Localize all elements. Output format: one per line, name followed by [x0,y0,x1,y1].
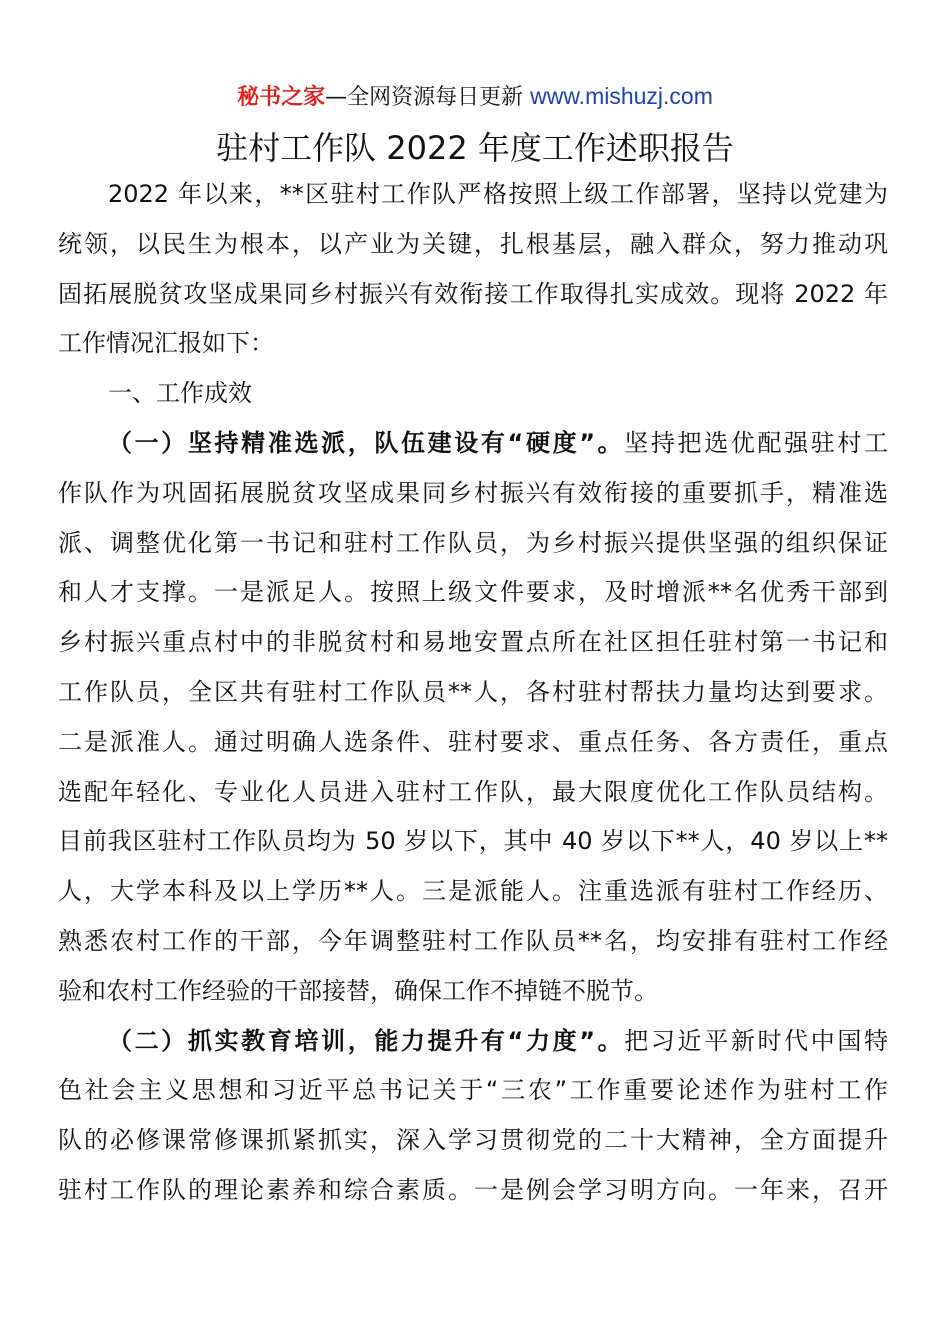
paragraph-line: 统领，以民生为根本，以产业为关键，扎根基层，融入群众，努力推动巩 [58,229,888,258]
paragraph-line: 二是派准人。通过明确人选条件、驻村要求、重点任务、各方责任，重点 [58,727,888,756]
site-brand: 秘书之家 [237,85,326,110]
subsection-text-1: 坚持把选优配强驻村工 [624,428,888,457]
site-url-link[interactable]: www.mishuzj.com [530,83,713,109]
paragraph-line: 驻村工作队的理论素养和综合素质。一是例会学习明方向。一年来，召开 [58,1175,888,1204]
paragraph-line: 2022 年以来，**区驻村工作队严格按照上级工作部署，坚持以党建为 [108,180,888,208]
paragraph-line: 验和农村工作经验的干部接替，确保工作不掉链不脱节。 [58,976,658,1005]
paragraph-line: 人，大学本科及以上学历**人。三是派能人。注重选派有驻村工作经历、 [58,877,888,906]
subsection-heading-1: （一）坚持精准选派，队伍建设有“硬度”。 [108,428,625,457]
paragraph-line: 色社会主义思想和习近平总书记关于“三农”工作重要论述作为驻村工作 [58,1076,888,1105]
paragraph-line: 队的必修课常修课抓紧抓实，深入学习贯彻党的二十大精神，全方面提升 [58,1126,888,1155]
paragraph-line: 乡村振兴重点村中的非脱贫村和易地安置点所在社区担任驻村第一书记和 [58,628,888,657]
subsection-text-2: 把习近平新时代中国特 [624,1026,888,1055]
paragraph-line: 目前我区驻村工作队员均为 50 岁以下，其中 40 岁以下**人，40 岁以上** [58,827,888,856]
paragraph-line: 工作情况汇报如下： [58,329,274,358]
paragraph-line: 和人才支撑。一是派足人。按照上级文件要求，及时增派**名优秀干部到 [58,578,888,607]
section-heading: 一、工作成效 [108,379,252,408]
paragraph-line: 固拓展脱贫攻坚成果同乡村振兴有效衔接工作取得扎实成效。现将 2022 年 [58,279,888,308]
paragraph-line: 选配年轻化、专业化人员进入驻村工作队，最大限度优化工作队员结构。 [58,777,888,806]
paragraph-line: 派、调整优化第一书记和驻村工作队员，为乡村振兴提供坚强的组织保证 [58,528,888,557]
document-title: 驻村工作队 2022 年度工作述职报告 [216,129,734,167]
subsection-heading-2: （二）抓实教育培训，能力提升有“力度”。 [108,1026,625,1055]
paragraph-line: 熟悉农村工作的干部，今年调整驻村工作队员**名，均安排有驻村工作经 [58,926,888,955]
subsection-line [58,419,888,469]
subsection-line [58,1017,888,1067]
document-body [58,170,888,1216]
paragraph-line: 作队作为巩固拓展脱贫攻坚成果同乡村振兴有效衔接的重要抓手，精准选 [58,478,888,507]
paragraph-line: 工作队员，全区共有驻村工作队员**人，各村驻村帮扶力量均达到要求。 [58,677,888,706]
site-header [0,80,950,114]
site-tagline: —全网资源每日更新 [325,85,531,110]
